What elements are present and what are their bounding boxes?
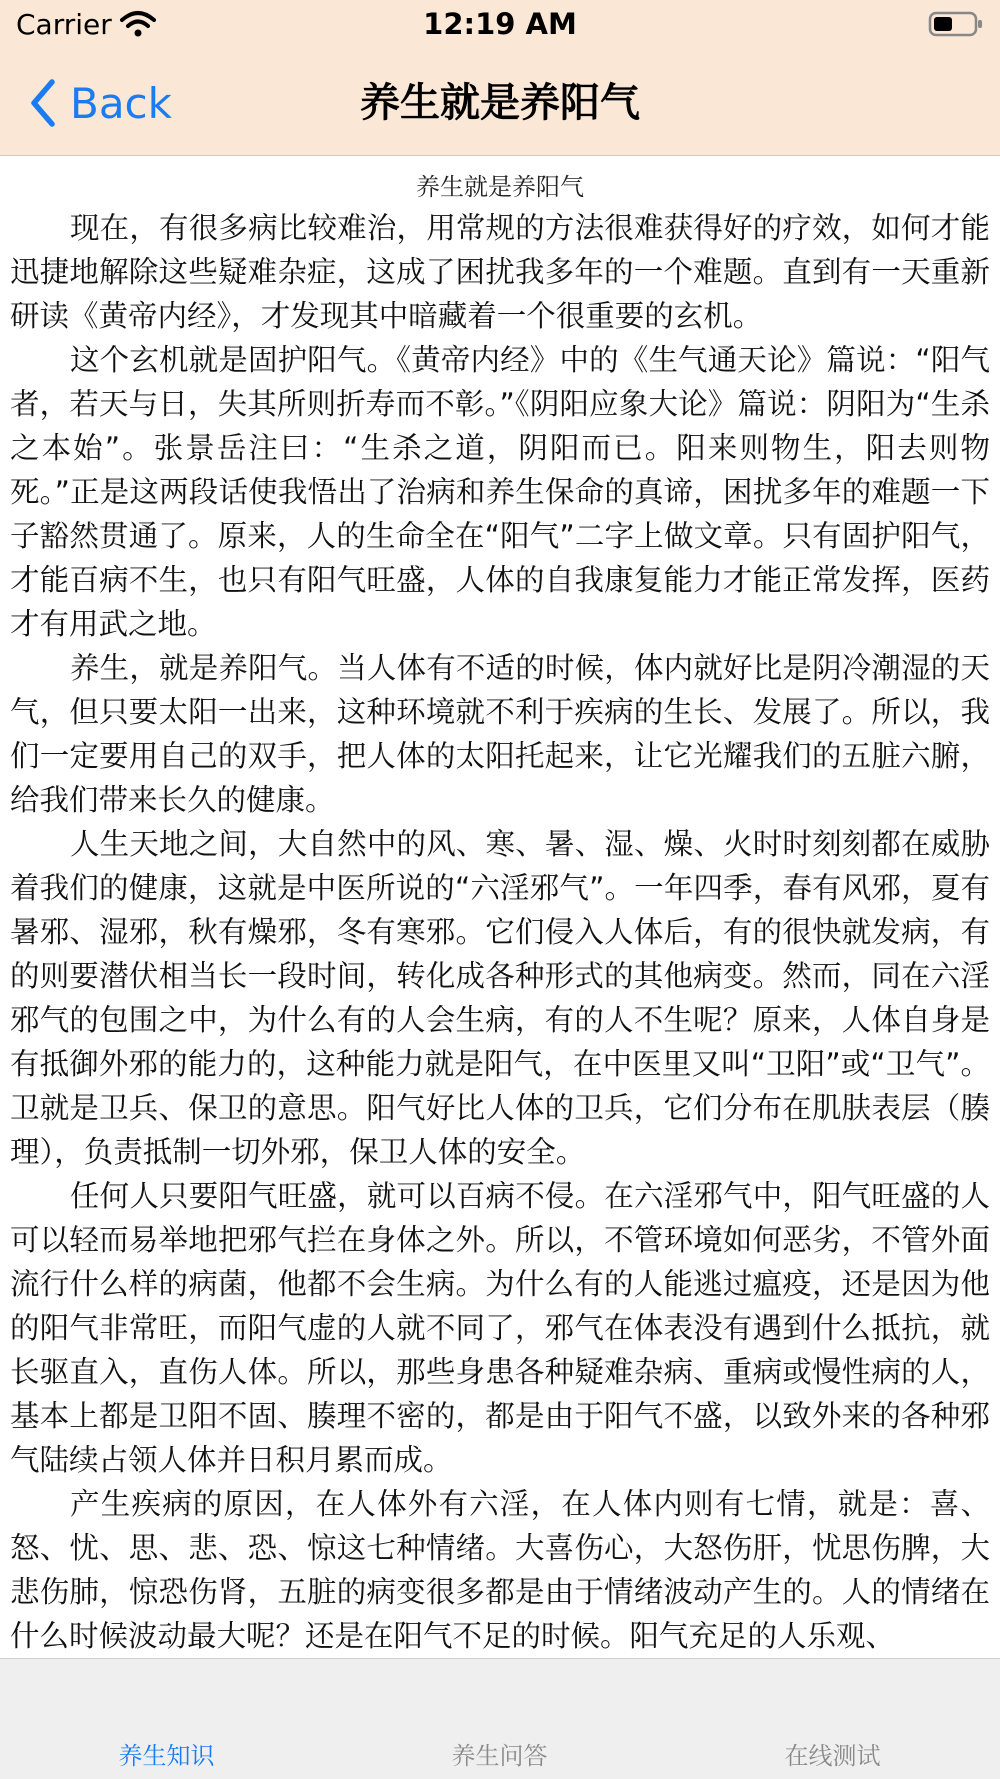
carrier-label: Carrier	[16, 8, 112, 41]
status-time: 12:19 AM	[423, 7, 577, 41]
article-paragraph: 产生疾病的原因，在人体外有六淫，在人体内则有七情，就是：喜、怒、忧、思、悲、恐、惊这七种情绪。大喜伤心，大怒伤肝，忧思伤脾，大悲伤肺，惊恐伤肾，五脏的病变很多都是由于情绪波动产生的。人的情绪在什么时候波动最大呢？还是在阳气不足的时候。阳气充足的人乐观、	[10, 1487, 990, 1653]
article-paragraph: 这个玄机就是固护阳气。《黄帝内经》中的《生气通天论》篇说：“阳气者，若天与日，失其所则折寿而不彰。”《阴阳应象大论》篇说：阴阳为“生杀之本始”。张景岳注曰：“生杀之道，阴阳而已。阳来则物生，阳去则物死。”正是这两段话使我悟出了治病和养生保命的真谛，困扰多年的难题一下子豁然贯通了。原来，人的生命全在“阳气”二字上做文章。只有固护阳气，才能百病不生，也只有阳气旺盛，人体的自我康复能力才能正常发挥，医药才有用武之地。	[10, 343, 990, 641]
article-paragraph: 任何人只要阳气旺盛，就可以百病不侵。在六淫邪气中，阳气旺盛的人可以轻而易举地把邪气拦在身体之外。所以，不管环境如何恶劣，不管外面流行什么样的病菌，他都不会生病。为什么有的人能逃过瘟疫，还是因为他的阳气非常旺，而阳气虚的人就不同了，邪气在体表没有遇到什么抵抗，就长驱直入，直伤人体。所以，那些身患各种疑难杂病、重病或慢性病的人，基本上都是卫阳不固、腠理不密的，都是由于阳气不盛，以致外来的各种邪气陆续占领人体并日积月累而成。	[10, 1179, 990, 1477]
tab-bar	[0, 1658, 1000, 1779]
tab-health-knowledge[interactable]: 养生知识	[118, 1742, 215, 1770]
tab-health-qa[interactable]: 养生问答	[451, 1742, 548, 1770]
page-title: 养生就是养阳气	[360, 80, 640, 126]
back-label: Back	[70, 78, 172, 128]
article-title: 养生就是养阳气	[416, 173, 584, 201]
battery-icon	[928, 10, 984, 38]
top-bar	[0, 0, 1000, 156]
article-paragraph: 现在，有很多病比较难治，用常规的方法很难获得好的疗效，如何才能迅捷地解除这些疑难杂症，这成了困扰我多年的一个难题。直到有一天重新研读《黄帝内经》，才发现其中暗藏着一个很重要的玄机。	[10, 211, 990, 333]
navigation-bar	[0, 62, 1000, 142]
article-paragraph: 人生天地之间，大自然中的风、寒、暑、湿、燥、火时时刻刻都在威胁着我们的健康，这就是中医所说的“六淫邪气”。一年四季，春有风邪，夏有暑邪、湿邪，秋有燥邪，冬有寒邪。它们侵入人体后，有的很快就发病，有的则要潜伏相当长一段时间，转化成各种形式的其他病变。然而，同在六淫邪气的包围之中，为什么有的人会生病，有的人不生呢？原来，人体自身是有抵御外邪的能力的，这种能力就是阳气，在中医里又叫“卫阳”或“卫气”。卫就是卫兵、保卫的意思。阳气好比人体的卫兵，它们分布在肌肤表层（腠理），负责抵制一切外邪，保卫人体的安全。	[10, 827, 990, 1169]
article-paragraph: 养生，就是养阳气。当人体有不适的时候，体内就好比是阴冷潮湿的天气，但只要太阳一出来，这种环境就不利于疾病的生长、发展了。所以，我们一定要用自己的双手，把人体的太阳托起来，让它光耀我们的五脏六腑，给我们带来长久的健康。	[10, 651, 990, 817]
status-bar	[0, 0, 1000, 50]
tab-online-test[interactable]: 在线测试	[784, 1742, 881, 1770]
article-content[interactable]	[0, 156, 1000, 1656]
